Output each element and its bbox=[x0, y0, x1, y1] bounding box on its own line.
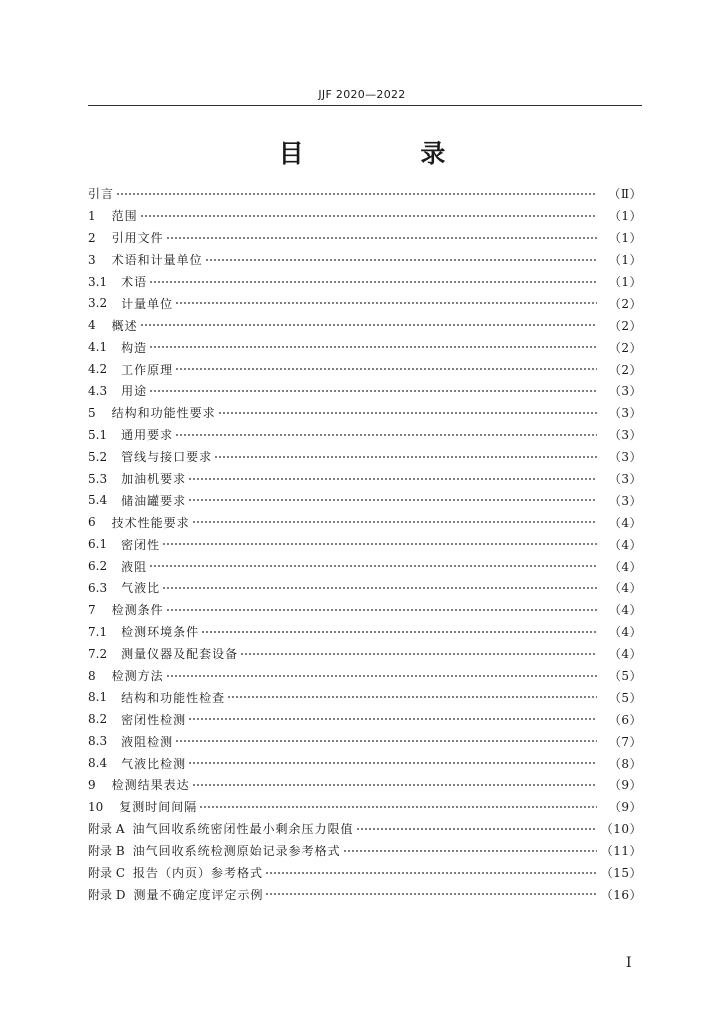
toc-entry-page: （3） bbox=[608, 472, 642, 487]
toc-entry-number: 附录 D bbox=[88, 887, 126, 902]
toc-entry bbox=[88, 708, 642, 730]
toc-entry bbox=[88, 424, 642, 446]
toc-entry-title: 术语和计量单位 bbox=[111, 253, 203, 268]
toc-entry bbox=[88, 183, 642, 205]
toc-entry-number: 附录 B bbox=[88, 844, 125, 859]
toc-entry-title: 油气回收系统密闭性最小剩余压力限值 bbox=[132, 822, 354, 837]
toc-entry-number: 6.3 bbox=[88, 580, 108, 595]
toc-entry-number: 4.1 bbox=[88, 340, 108, 355]
toc-entry bbox=[88, 336, 642, 358]
toc-entry-title: 气液比检测 bbox=[121, 756, 187, 771]
toc-entry-page: （1） bbox=[608, 275, 642, 289]
toc-entry-number: 8 bbox=[88, 668, 96, 683]
toc-entry-title: 加油机要求 bbox=[121, 472, 187, 487]
toc-entry-title: 通用要求 bbox=[121, 428, 174, 443]
toc-entry bbox=[88, 468, 642, 490]
toc-entry-page: （4） bbox=[608, 515, 642, 530]
toc-entry-title: 检测结果表达 bbox=[111, 778, 190, 793]
toc-leader-dots bbox=[227, 691, 597, 703]
toc-entry-page: （1） bbox=[608, 231, 642, 246]
page-number: I bbox=[626, 955, 632, 971]
toc-entry-number: 8.4 bbox=[88, 756, 108, 771]
toc-leader-dots bbox=[192, 516, 597, 528]
toc-leader-dots bbox=[205, 254, 597, 266]
toc-entry bbox=[88, 643, 642, 665]
toc-entry-number: 3.2 bbox=[88, 296, 108, 311]
toc-entry-title: 油气回收系统检测原始记录参考格式 bbox=[132, 844, 341, 859]
toc-entry-page: （2） bbox=[608, 318, 642, 333]
toc-leader-dots bbox=[192, 779, 597, 791]
toc-entry-page: （4） bbox=[608, 603, 642, 618]
toc-entry bbox=[88, 227, 642, 249]
toc-entry bbox=[88, 489, 642, 511]
toc-entry-number: 7 bbox=[88, 602, 96, 617]
toc-entry-number: 4.3 bbox=[88, 383, 108, 398]
toc-entry-title: 术语 bbox=[121, 275, 148, 289]
toc-entry bbox=[88, 577, 642, 599]
toc-entry-title: 气液比 bbox=[121, 581, 161, 596]
toc-leader-dots bbox=[199, 801, 597, 813]
toc-entry-page: （11） bbox=[600, 844, 642, 859]
toc-leader-dots bbox=[356, 823, 598, 835]
toc-entry bbox=[88, 774, 642, 796]
toc-leader-dots bbox=[188, 757, 597, 769]
toc-leader-dots bbox=[149, 385, 597, 397]
toc-leader-dots bbox=[188, 494, 597, 506]
toc-entry-page: （3） bbox=[608, 428, 642, 443]
toc-entry-page: （4） bbox=[608, 559, 642, 574]
toc-entry-title: 计量单位 bbox=[121, 296, 174, 311]
toc-entry-title: 引言 bbox=[88, 187, 115, 202]
toc-entry-page: （3） bbox=[608, 450, 642, 465]
toc-entry-title: 液阻检测 bbox=[121, 734, 174, 749]
toc-leader-dots bbox=[265, 867, 597, 879]
toc-entry-number: 7.2 bbox=[88, 646, 108, 661]
toc-leader-dots bbox=[175, 363, 597, 375]
toc-leader-dots bbox=[166, 232, 597, 244]
toc-entry-title: 检测条件 bbox=[111, 603, 164, 618]
toc-entry-page: （9） bbox=[608, 778, 642, 793]
toc-entry-number: 5.3 bbox=[88, 471, 108, 486]
toc-leader-dots bbox=[188, 473, 597, 485]
table-of-contents bbox=[88, 183, 642, 905]
toc-entry-page: （8） bbox=[608, 756, 642, 771]
toc-entry-page: （2） bbox=[608, 340, 642, 355]
toc-entry-title: 液阻 bbox=[121, 559, 148, 574]
toc-entry bbox=[88, 446, 642, 468]
toc-entry-number: 附录 A bbox=[88, 822, 125, 837]
toc-entry-number: 1 bbox=[88, 208, 96, 223]
toc-entry-title: 引用文件 bbox=[111, 231, 164, 246]
toc-entry-page: （3） bbox=[608, 493, 642, 508]
toc-entry-title: 检测方法 bbox=[111, 669, 164, 684]
toc-entry-title: 概述 bbox=[111, 318, 138, 333]
page-title: 目 录 bbox=[278, 139, 500, 168]
toc-leader-dots bbox=[240, 648, 597, 660]
toc-entry-number: 4 bbox=[88, 318, 96, 333]
toc-entry-title: 结构和功能性检查 bbox=[121, 690, 226, 705]
toc-entry bbox=[88, 862, 642, 884]
toc-leader-dots bbox=[201, 626, 597, 638]
toc-entry bbox=[88, 599, 642, 621]
toc-entry-page: （16） bbox=[600, 887, 642, 902]
toc-entry-page: （4） bbox=[608, 537, 642, 552]
toc-entry-number: 5.4 bbox=[88, 493, 108, 508]
toc-entry-title: 管线与接口要求 bbox=[121, 450, 213, 465]
toc-entry-title: 测量仪器及配套设备 bbox=[121, 647, 239, 662]
toc-leader-dots bbox=[166, 670, 597, 682]
toc-entry bbox=[88, 533, 642, 555]
toc-entry-page: （4） bbox=[608, 581, 642, 596]
toc-entry bbox=[88, 818, 642, 840]
toc-entry-page: （7） bbox=[608, 734, 642, 749]
toc-entry-number: 附录 C bbox=[88, 866, 125, 881]
toc-entry-title: 技术性能要求 bbox=[111, 515, 190, 530]
toc-leader-dots bbox=[162, 582, 597, 594]
toc-leader-dots bbox=[214, 451, 597, 463]
toc-entry-page: （4） bbox=[608, 647, 642, 662]
toc-entry bbox=[88, 249, 642, 271]
toc-entry bbox=[88, 511, 642, 533]
toc-entry-page: （6） bbox=[608, 712, 642, 727]
toc-entry bbox=[88, 380, 642, 402]
toc-entry-title: 用途 bbox=[121, 384, 148, 399]
toc-entry-page: （2） bbox=[608, 362, 642, 377]
toc-entry-number: 3 bbox=[88, 252, 96, 267]
toc-leader-dots bbox=[149, 560, 597, 572]
toc-leader-dots bbox=[265, 888, 597, 900]
toc-entry-number: 9 bbox=[88, 777, 96, 792]
toc-entry-page: （9） bbox=[608, 800, 642, 815]
toc-entry-number: 10 bbox=[88, 799, 104, 814]
toc-entry-page: （15） bbox=[600, 866, 642, 881]
toc-entry-number: 6 bbox=[88, 515, 96, 530]
standard-code-header: JJF 2020—2022 bbox=[318, 88, 406, 101]
toc-leader-dots bbox=[218, 407, 597, 419]
toc-entry-title: 工作原理 bbox=[121, 362, 174, 377]
toc-leader-dots bbox=[140, 319, 597, 331]
toc-entry-title: 构造 bbox=[121, 340, 148, 355]
toc-entry-number: 7.1 bbox=[88, 624, 108, 639]
toc-entry-page: （3） bbox=[608, 384, 642, 399]
toc-entry-title: 报告（内页）参考格式 bbox=[133, 866, 264, 881]
toc-entry bbox=[88, 402, 642, 424]
toc-entry-title: 检测环境条件 bbox=[121, 625, 200, 640]
toc-leader-dots bbox=[149, 276, 597, 288]
toc-entry-title: 测量不确定度评定示例 bbox=[133, 887, 264, 902]
toc-entry-title: 范围 bbox=[111, 209, 138, 224]
toc-entry-number: 5.2 bbox=[88, 449, 108, 464]
toc-leader-dots bbox=[175, 429, 597, 441]
toc-entry-title: 密闭性检测 bbox=[121, 712, 187, 727]
toc-entry bbox=[88, 840, 642, 862]
toc-entry bbox=[88, 796, 642, 818]
toc-entry-title: 结构和功能性要求 bbox=[111, 406, 216, 421]
toc-entry bbox=[88, 555, 642, 577]
toc-entry-page: （1） bbox=[608, 253, 642, 268]
toc-entry bbox=[88, 621, 642, 643]
toc-entry bbox=[88, 686, 642, 708]
toc-entry bbox=[88, 752, 642, 774]
toc-leader-dots bbox=[343, 845, 597, 857]
toc-entry-number: 2 bbox=[88, 230, 96, 245]
toc-entry bbox=[88, 884, 642, 906]
toc-leader-dots bbox=[188, 713, 597, 725]
toc-entry bbox=[88, 358, 642, 380]
toc-entry bbox=[88, 665, 642, 687]
toc-entry-number: 6.2 bbox=[88, 559, 108, 574]
toc-entry-page: （5） bbox=[608, 669, 642, 684]
toc-leader-dots bbox=[175, 735, 597, 747]
header-rule bbox=[88, 105, 642, 106]
toc-entry-title: 储油罐要求 bbox=[121, 493, 187, 508]
toc-entry-page: （2） bbox=[608, 296, 642, 311]
toc-entry-number: 5.1 bbox=[88, 427, 108, 442]
toc-entry-page: （1） bbox=[608, 209, 642, 224]
toc-leader-dots bbox=[140, 210, 597, 222]
toc-entry bbox=[88, 292, 642, 314]
toc-entry bbox=[88, 314, 642, 336]
toc-entry-title: 复测时间间隔 bbox=[119, 800, 198, 815]
toc-entry-page: （10） bbox=[600, 822, 642, 837]
toc-entry-number: 6.1 bbox=[88, 537, 108, 552]
toc-entry-title: 密闭性 bbox=[121, 537, 161, 552]
toc-entry bbox=[88, 730, 642, 752]
toc-entry-page: （3） bbox=[608, 406, 642, 421]
toc-entry-number: 3.1 bbox=[88, 274, 108, 289]
toc-entry-page: （4） bbox=[608, 625, 642, 640]
toc-entry-number: 5 bbox=[88, 405, 96, 420]
toc-leader-dots bbox=[166, 604, 597, 616]
toc-entry-page: （Ⅱ） bbox=[608, 187, 642, 202]
toc-entry bbox=[88, 271, 642, 293]
toc-entry-number: 8.1 bbox=[88, 690, 108, 705]
toc-leader-dots bbox=[149, 341, 597, 353]
toc-leader-dots bbox=[162, 538, 597, 550]
toc-entry-number: 4.2 bbox=[88, 362, 108, 377]
toc-entry-number: 8.3 bbox=[88, 734, 108, 749]
toc-entry-page: （5） bbox=[608, 690, 642, 705]
toc-entry-number: 8.2 bbox=[88, 712, 108, 727]
toc-leader-dots bbox=[175, 297, 597, 309]
toc-entry bbox=[88, 205, 642, 227]
toc-leader-dots bbox=[116, 188, 597, 200]
